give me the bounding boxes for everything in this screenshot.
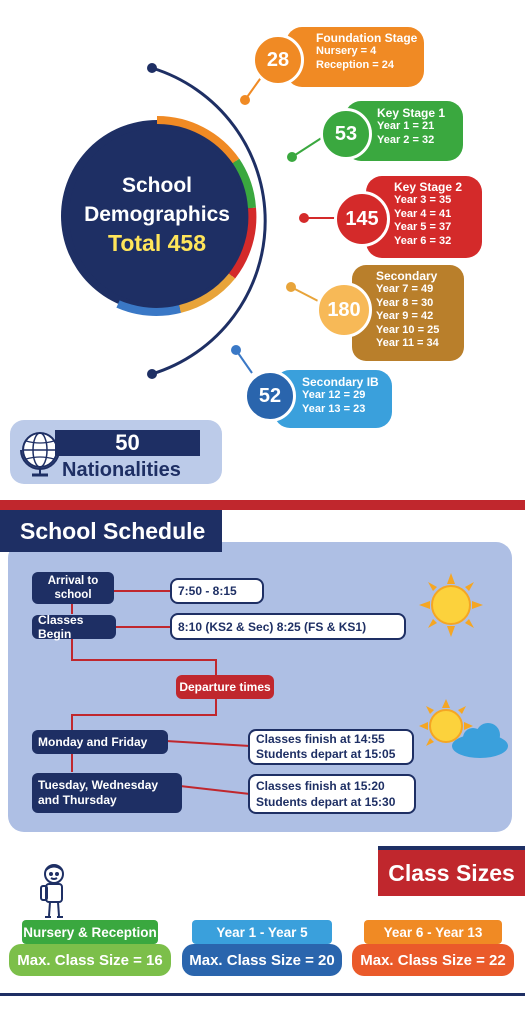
class-group-size-y6-13: Max. Class Size = 22 xyxy=(352,944,514,976)
stage-line: Year 3 = 35 xyxy=(394,194,452,206)
footer-divider xyxy=(0,993,525,996)
mon-fri-label: Monday and Friday xyxy=(32,730,168,754)
stage-title: Secondary IB xyxy=(302,375,379,389)
class-sizes-title: Class Sizes xyxy=(378,850,525,896)
mon-fri-finish: Classes finish at 14:55 xyxy=(256,732,385,746)
center-title-line1: School xyxy=(121,174,192,197)
classes-begin-time: 8:10 (KS2 & Sec) 8:25 (FS & KS1) xyxy=(170,613,406,640)
mon-fri-depart: Students depart at 15:05 xyxy=(256,747,396,761)
arrival-label: Arrival to school xyxy=(32,572,114,604)
mon-fri-times xyxy=(248,729,414,765)
stage-line: Reception = 24 xyxy=(316,58,394,71)
stage-count-ks2: 145 xyxy=(334,191,390,247)
stage-title: Foundation Stage xyxy=(316,31,418,45)
sun-cloud-icon xyxy=(418,698,510,764)
stage-count-ib: 52 xyxy=(244,370,296,422)
stage-line: Nursery = 4 xyxy=(316,45,377,57)
stage-title: Key Stage 1 xyxy=(377,106,446,120)
stage-line: Year 4 = 41 xyxy=(394,207,452,220)
center-title-line2: Demographics xyxy=(84,203,230,226)
stage-line: Year 1 = 21 xyxy=(377,120,435,132)
center-total: Total 458 xyxy=(108,230,206,256)
student-icon xyxy=(36,862,72,920)
stage-count-secondary: 180 xyxy=(316,282,372,338)
tue-thu-times xyxy=(248,774,416,814)
stage-title: Key Stage 2 xyxy=(394,180,463,194)
stage-line: Year 5 = 37 xyxy=(394,221,452,233)
stage-line: Year 10 = 25 xyxy=(376,323,440,336)
stage-line: Year 7 = 49 xyxy=(376,283,434,295)
nationalities-label: Nationalities xyxy=(62,459,181,481)
stage-line: Year 2 = 32 xyxy=(377,133,435,146)
stage-box-foundation xyxy=(286,27,424,87)
classes-begin-label: Classes Begin xyxy=(32,615,116,639)
schedule-title: School Schedule xyxy=(0,510,222,552)
class-group-label-nursery: Nursery & Reception xyxy=(22,920,158,944)
stage-count-foundation: 28 xyxy=(252,34,304,86)
stage-line: Year 11 = 34 xyxy=(376,337,439,349)
class-group-label-y1-5: Year 1 - Year 5 xyxy=(192,920,332,944)
stage-title: Secondary xyxy=(376,269,438,283)
arrival-time: 7:50 - 8:15 xyxy=(170,578,264,604)
tue-thu-depart: Students depart at 15:30 xyxy=(256,795,396,809)
tue-thu-finish: Classes finish at 15:20 xyxy=(256,779,385,793)
sun-icon xyxy=(418,572,484,638)
stage-line: Year 12 = 29 xyxy=(302,389,366,401)
stage-count-ks1: 53 xyxy=(320,108,372,160)
arc-end-dot-top xyxy=(147,63,157,73)
stage-line: Year 9 = 42 xyxy=(376,310,434,322)
stage-line: Year 6 = 32 xyxy=(394,234,452,247)
class-group-label-y6-13: Year 6 - Year 13 xyxy=(364,920,502,944)
class-group-size-y1-5: Max. Class Size = 20 xyxy=(182,944,342,976)
stage-line: Year 13 = 23 xyxy=(302,402,366,415)
tue-thu-label: Tuesday, Wednesday and Thursday xyxy=(32,773,182,813)
class-group-size-nursery: Max. Class Size = 16 xyxy=(9,944,171,976)
stage-line: Year 8 = 30 xyxy=(376,296,434,309)
arc-end-dot-bottom xyxy=(147,369,157,379)
nationalities-count: 50 xyxy=(55,430,200,456)
departure-label: Departure times xyxy=(176,675,274,699)
schedule-accent-bar xyxy=(0,500,525,510)
